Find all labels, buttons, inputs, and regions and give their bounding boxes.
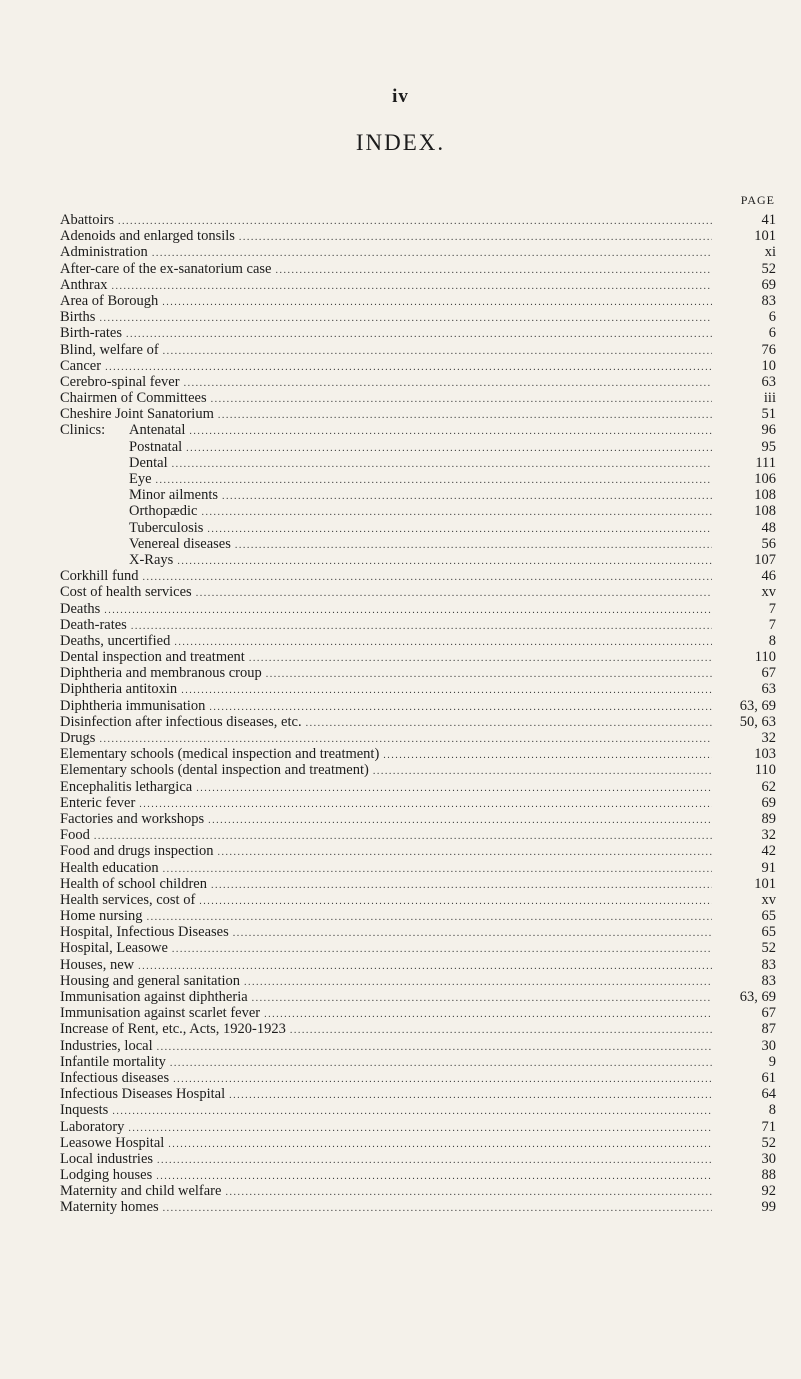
index-entry-page: 63, 69 [739,697,776,714]
index-entry-page: 46 [761,568,776,585]
index-entry [60,989,776,1005]
index-entry-term: Disinfection after infectious diseases, etc. [60,713,302,730]
index-entry-page: 42 [761,843,776,860]
index-entry [60,843,776,859]
dot-leader [163,862,712,876]
index-entry-term: Food and drugs inspection [60,843,214,860]
index-entry-page: 106 [754,471,776,487]
index-entry-term: Chairmen of Committees [60,390,207,407]
index-entry-page: 50, 63 [739,713,776,730]
index-entry-term: Health education [60,859,159,876]
index-entry-page: 83 [761,956,776,973]
dot-leader [264,1007,712,1021]
index-entry-page: 61 [761,1069,776,1086]
index-entry [60,503,776,519]
dot-leader [252,991,712,1005]
index-entry [60,1167,776,1183]
index-entry [60,1021,776,1037]
index-entry [60,1086,776,1102]
dot-leader [162,295,712,309]
index-entry-page: 111 [755,454,776,471]
index-entry-page: 108 [754,503,776,520]
index-entry [60,1135,776,1151]
index-entry [60,1005,776,1021]
index-entry [60,374,776,390]
index-entry-term: Diphtheria immunisation [60,697,206,714]
index-entry-page: 7 [768,600,776,617]
index-entries-list [60,212,776,1216]
index-entry-page: 96 [761,422,776,439]
index-entry-term: Area of Borough [60,292,159,309]
index-entry [60,1070,776,1086]
index-entry-term: Cancer [60,357,102,374]
index-entry-page: 65 [761,908,776,925]
index-entry-term: Cheshire Joint Sanatorium [60,406,214,423]
dot-leader [172,457,712,471]
index-entry [60,617,776,633]
dot-leader [170,1056,712,1070]
dot-leader [99,311,712,325]
index-entry-term: Immunisation against scarlet fever [60,1005,261,1022]
dot-leader [275,263,712,277]
index-entry-term: Blind, welfare of [60,341,159,358]
index-entry-page: 103 [754,746,776,763]
index-entry-page: xv [761,584,776,601]
dot-leader [156,1169,712,1183]
index-entry-page: 110 [754,762,776,779]
index-entry-page: 48 [761,519,776,536]
index-entry-page: 8 [768,632,776,649]
dot-leader [233,926,712,940]
index-entry-term: Diphtheria and membranous croup [60,665,262,682]
index-entry [60,908,776,924]
dot-leader [163,344,712,358]
index-entry-term: Maternity and child welfare [60,1183,222,1200]
index-entry-term: Hospital, Leasowe [60,940,168,957]
dot-leader [172,942,712,956]
dot-leader [118,214,712,228]
index-entry-term: Food [60,827,90,844]
index-entry-term: Maternity homes [60,1199,159,1216]
index-entry [60,455,776,471]
index-entry [60,358,776,374]
index-entry [60,924,776,940]
index-entry [60,876,776,892]
index-entry-page: 101 [754,875,776,892]
index-entry-page: 56 [761,535,776,552]
dot-leader [199,894,712,908]
index-entry-term: Deaths, uncertified [60,632,171,649]
dot-leader [152,246,712,260]
index-entry [60,601,776,617]
index-entry-page: 30 [761,1037,776,1054]
index-entry-page: 65 [761,924,776,941]
index-entry [60,471,776,487]
index-entry [60,277,776,293]
index-entry-term: Health of school children [60,875,207,892]
index-entry-term: Health services, cost of [60,891,196,908]
dot-leader [239,230,712,244]
index-entry [60,1038,776,1054]
index-entry-term: Minor ailments [129,487,219,504]
index-entry [60,779,776,795]
index-entry [60,633,776,649]
index-entry [60,520,776,536]
dot-leader [196,781,712,795]
dot-leader [143,570,712,584]
index-entry-term: Encephalitis lethargica [60,778,193,795]
index-entry-term: Houses, new [60,956,135,973]
index-entry-term: Administration [60,244,148,261]
dot-leader [207,522,712,536]
dot-leader [244,975,712,989]
index-entry-page: 32 [761,730,776,746]
dot-leader [177,554,712,568]
index-entry-page: 51 [761,406,776,423]
index-entry-page: 30 [761,1150,776,1167]
index-entry-page: 91 [761,859,776,876]
index-entry-term: Infectious diseases [60,1069,170,1086]
index-entry-term: After-care of the ex-sanatorium case [60,260,272,277]
index-entry [60,973,776,989]
index-entry-page: 64 [761,1086,776,1103]
index-entry-prefix: Clinics: [60,422,106,439]
dot-leader [217,845,712,859]
dot-leader [229,1088,712,1102]
index-entry-term: Home nursing [60,908,143,925]
index-entry-page: 6 [768,309,776,326]
index-entry [60,552,776,568]
index-entry [60,309,776,325]
index-entry [60,665,776,681]
index-entry-page: 101 [754,228,776,245]
index-entry [60,325,776,341]
index-entry-page: 62 [761,778,776,795]
index-entry [60,1054,776,1070]
dot-leader [105,360,712,374]
index-entry-page: 67 [761,665,776,682]
dot-leader [373,764,712,778]
index-entry [60,762,776,778]
index-entry [60,827,776,843]
dot-leader [126,327,712,341]
index-entry [60,957,776,973]
index-entry-page: 83 [761,972,776,989]
dot-leader [168,1137,712,1151]
index-entry-page: xi [764,244,776,261]
dot-leader [156,473,712,487]
dot-leader [99,732,712,746]
index-entry-page: 63 [761,681,776,698]
dot-leader [173,1072,712,1086]
index-entry-term: X-Rays [129,551,174,568]
index-entry-term: Cerebro-spinal fever [60,373,180,390]
index-entry [60,244,776,260]
dot-leader [208,813,712,827]
dot-leader [201,505,712,519]
index-entry-term: Antenatal [129,422,186,439]
index-entry-page: 76 [761,341,776,358]
index-entry-page: 52 [761,940,776,957]
index-entry-page: 8 [768,1102,776,1119]
index-entry [60,228,776,244]
index-entry [60,811,776,827]
index-title: INDEX. [355,130,446,155]
index-entry-page: 63, 69 [739,989,776,1005]
page-number: iv [392,86,409,107]
index-entry-term: Leasowe Hospital [60,1134,165,1151]
index-entry-page: 71 [761,1118,776,1135]
index-entry [60,261,776,277]
index-entry-page: 89 [761,810,776,827]
index-entry-term: Increase of Rent, etc., Acts, 1920-1923 [60,1021,286,1038]
index-entry-term: Dental [129,454,168,471]
index-entry-term: Factories and workshops [60,810,205,827]
index-entry-page: 9 [768,1053,776,1070]
dot-leader [211,392,712,406]
index-entry-page: 52 [761,260,776,277]
dot-leader [112,279,712,293]
dot-leader [196,586,712,600]
dot-leader [163,1201,712,1215]
index-entry-term: Abattoirs [60,212,114,228]
index-entry-page: 6 [768,325,776,342]
index-entry [60,568,776,584]
index-entry [60,730,776,746]
index-entry-term: Birth-rates [60,325,123,342]
index-entry-term: Elementary schools (medical inspection and treatment) [60,746,380,763]
index-entry-term: Death-rates [60,616,127,633]
index-entry-page: iii [763,390,776,407]
dot-leader [184,376,712,390]
index-entry-term: Dental inspection and treatment [60,649,245,666]
index-entry [60,390,776,406]
index-entry-page: 32 [761,827,776,844]
index-entry-term: Tuberculosis [129,519,204,536]
index-entry-term: Postnatal [129,438,183,455]
index-entry [60,940,776,956]
index-entry [60,212,776,228]
dot-leader [147,910,712,924]
index-entry-page: 67 [761,1005,776,1022]
dot-leader [225,1185,712,1199]
index-entry-page: 63 [761,373,776,390]
index-entry-term: Corkhill fund [60,568,139,585]
dot-leader [138,959,712,973]
index-entry [60,795,776,811]
page-column-header: PAGE [740,193,775,207]
dot-leader [104,603,712,617]
index-entry-term: Deaths [60,600,101,617]
index-entry-term: Lodging houses [60,1167,153,1184]
index-entry-page: 10 [761,357,776,374]
index-entry-term: Anthrax [60,276,108,293]
index-entry-page: 69 [761,794,776,811]
dot-leader [306,716,712,730]
index-entry [60,698,776,714]
index-entry-term: Infectious Diseases Hospital [60,1086,226,1103]
index-entry-page: 108 [754,487,776,504]
index-entry [60,1102,776,1118]
index-entry-term: Hospital, Infectious Diseases [60,924,229,941]
index-entry-page: xv [761,891,776,908]
dot-leader [249,651,712,665]
index-entry [60,422,776,438]
index-entry [60,293,776,309]
index-entry-page: 99 [761,1199,776,1216]
dot-leader [128,1121,712,1135]
index-entry-term: Housing and general sanitation [60,972,240,989]
index-entry [60,439,776,455]
dot-leader [94,829,712,843]
index-entry-page: 107 [754,551,776,568]
dot-leader [131,619,712,633]
dot-leader [112,1104,712,1118]
index-entry-term: Local industries [60,1150,154,1167]
index-entry [60,860,776,876]
index-entry-page: 88 [761,1167,776,1184]
index-entry [60,892,776,908]
index-entry-page: 95 [761,438,776,455]
index-entry [60,1183,776,1199]
index-entry-term: Orthopædic [129,503,198,520]
index-entry-term: Drugs [60,730,96,746]
dot-leader [181,683,712,697]
index-entry [60,536,776,552]
index-entry-term: Industries, local [60,1037,153,1054]
dot-leader [383,748,712,762]
dot-leader [222,489,712,503]
dot-leader [174,635,712,649]
index-entry-term: Diphtheria antitoxin [60,681,178,698]
index-entry-term: Enteric fever [60,794,136,811]
index-entry-term: Infantile mortality [60,1053,166,1070]
index-entry-term: Venereal diseases [129,535,231,552]
dot-leader [209,700,712,714]
dot-leader [290,1023,712,1037]
index-entry [60,342,776,358]
index-entry-page: 7 [768,616,776,633]
dot-leader [139,797,712,811]
index-entry [60,487,776,503]
index-entry-term: Cost of health services [60,584,192,601]
index-entry [60,1119,776,1135]
index-entry-page: 83 [761,292,776,309]
index-entry [60,649,776,665]
index-entry [60,406,776,422]
index-entry-term: Laboratory [60,1118,125,1135]
dot-leader [266,667,712,681]
index-entry-term: Births [60,309,96,326]
index-entry-page: 69 [761,276,776,293]
index-entry-page: 87 [761,1021,776,1038]
index-entry-page: 41 [761,212,776,228]
dot-leader [189,424,712,438]
dot-leader [211,878,712,892]
dot-leader [157,1040,712,1054]
index-entry-term: Adenoids and enlarged tonsils [60,228,235,245]
index-entry-term: Inquests [60,1102,109,1119]
index-entry-term: Elementary schools (dental inspection and treatment) [60,762,369,779]
index-entry-page: 92 [761,1183,776,1200]
dot-leader [157,1153,712,1167]
index-entry [60,714,776,730]
index-entry [60,1199,776,1215]
index-entry [60,746,776,762]
index-entry-page: 52 [761,1134,776,1151]
dot-leader [218,408,712,422]
dot-leader [186,441,712,455]
dot-leader [235,538,712,552]
index-entry [60,681,776,697]
index-entry [60,584,776,600]
index-entry-page: 110 [754,649,776,666]
index-entry-term: Immunisation against diphtheria [60,989,248,1005]
index-entry-term: Eye [129,471,152,487]
index-entry [60,1151,776,1167]
